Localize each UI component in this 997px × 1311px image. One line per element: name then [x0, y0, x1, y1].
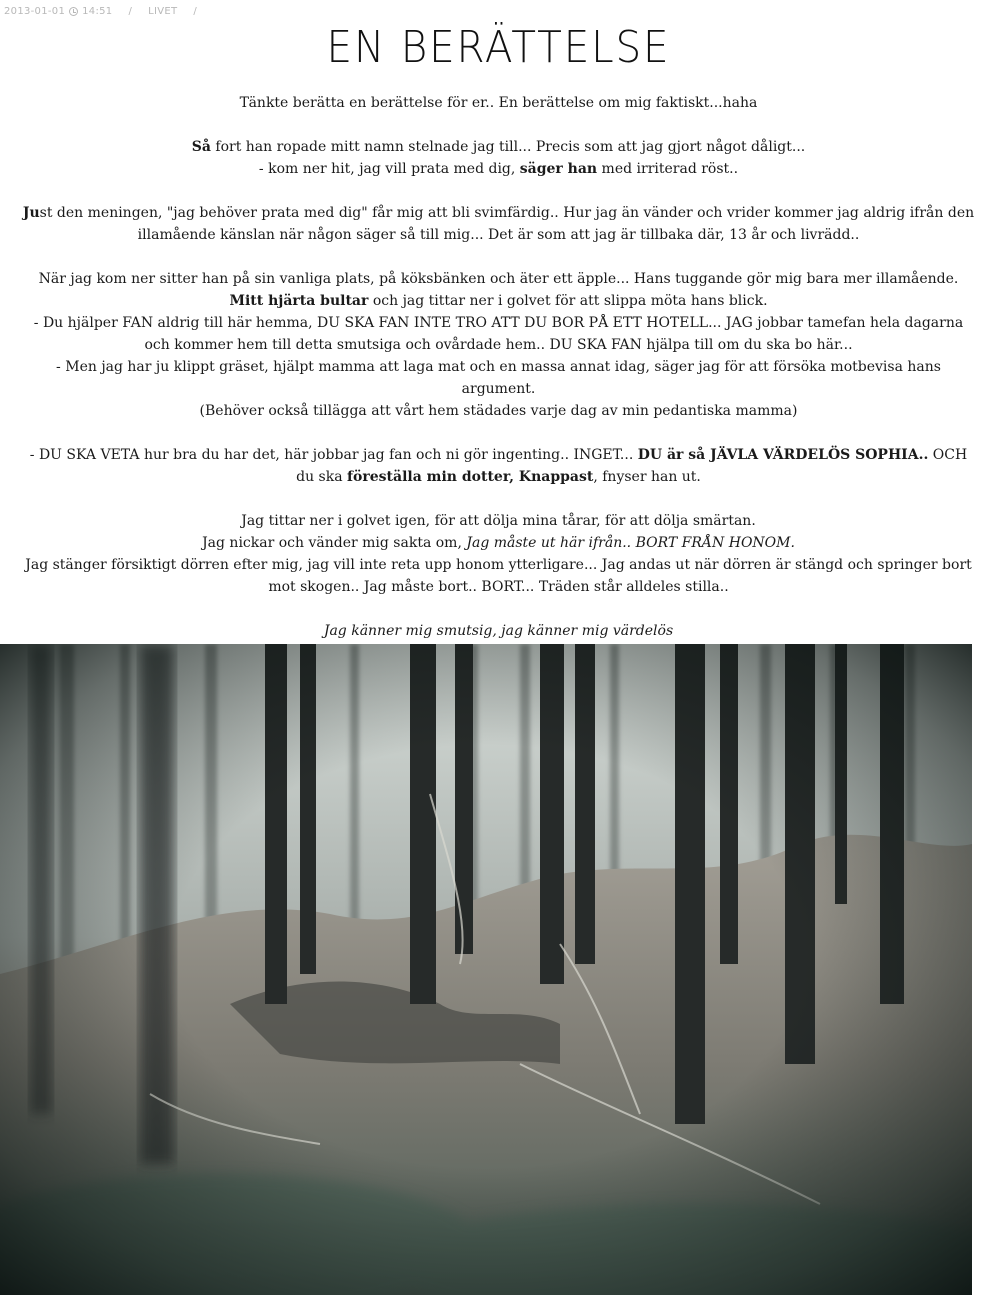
paragraph-3	[20, 268, 977, 422]
photo-vignette	[0, 644, 972, 1295]
paragraph-5-line-1: Jag tittar ner i golvet igen, för att dölja mina tårar, för att dölja smärtan.	[241, 513, 756, 529]
text: med irriterad röst..	[597, 161, 739, 177]
meta-separator: /	[128, 6, 133, 17]
paragraph-3-line-4: (Behöver också tillägga att vårt hem städades varje dag av min pedantiska mamma)	[199, 403, 798, 419]
paragraph-2	[20, 202, 977, 246]
post-meta	[4, 6, 209, 17]
paragraph-3-line-3: - Men jag har ju klippt gräset, hjälpt mamma att laga mat och en massa annat idag, säger jag för att försöka motbevisa hans argument.	[56, 359, 941, 397]
paragraph-1	[20, 136, 977, 180]
text: fort han ropade mitt namn stelnade jag till... Precis som att jag gjort något dåligt...	[210, 139, 806, 155]
italic-text: Jag måste ut här ifrån.. BORT FRÅN HONOM.	[466, 535, 795, 551]
paragraph-5	[20, 510, 977, 598]
bold-lead: Ju	[22, 205, 40, 221]
paragraph-5-line-2	[20, 532, 977, 554]
text: När jag kom ner sitter han på sin vanliga plats, på köksbänken och äter ett äpple... Hans tuggande gör mig bara mer illamående.	[38, 271, 959, 287]
bold-lead: Så	[191, 139, 211, 155]
text: , fnyser han ut.	[593, 469, 701, 485]
post-intro	[20, 92, 977, 114]
post-date: 2013-01-01	[4, 6, 66, 17]
paragraph-6-line-1: Jag känner mig smutsig, jag känner mig värdelös	[323, 623, 674, 639]
intro-text: Tänkte berätta en berättelse för er.. En berättelse om mig faktiskt...haha	[239, 95, 758, 111]
post-time: 14:51	[82, 6, 113, 17]
text: - DU SKA VETA hur bra du har det, här jobbar jag fan och ni gör ingenting.. INGET...	[29, 447, 638, 463]
text: - kom ner hit, jag vill prata med dig,	[258, 161, 520, 177]
paragraph-3-line-2: - Du hjälper FAN aldrig till här hemma, DU SKA FAN INTE TRO ATT DU BOR PÅ ETT HOTELL... JAG jobbar tamefan hela dagarna och kommer hem till detta smutsiga och ovårdade hem.. DU SKA FAN hjälpa till om du ska bo här...	[33, 315, 964, 353]
bold-text: föreställa min dotter, Knappast	[347, 469, 594, 485]
meta-separator-end: /	[193, 6, 198, 17]
text: Jag nickar och vänder mig sakta om,	[202, 535, 467, 551]
paragraph-3-line-1	[20, 268, 977, 312]
bold-text: Mitt hjärta bultar	[229, 293, 369, 309]
bold-text: DU är så JÄVLA VÄRDELÖS SOPHIA..	[637, 447, 929, 463]
post-body	[20, 92, 977, 664]
text: OCH du ska	[296, 447, 968, 485]
text: och jag tittar ner i golvet för att slippa möta hans blick.	[368, 293, 768, 309]
text: st den meningen, "jag behöver prata med dig" får mig att bli svimfärdig.. Hur jag än vänder och vrider kommer jag aldrig ifrån den illamående känslan när någon säger så till mig... Det är som att jag är tillbaka där, 13 år och livrädd..	[39, 205, 975, 243]
bold-text: säger han	[519, 161, 598, 177]
paragraph-4	[20, 444, 977, 488]
paragraph-1-line-1	[20, 136, 977, 158]
post-title[interactable]: EN BERÄTTELSE	[326, 22, 671, 73]
paragraph-1-line-2	[20, 158, 977, 180]
forest-photo-icon	[0, 644, 972, 1295]
category-link[interactable]: LIVET	[148, 6, 178, 17]
paragraph-5-line-3: Jag stänger försiktigt dörren efter mig, jag vill inte reta upp honom ytterligare... Jag andas ut när dörren är stängd och springer bort mot skogen.. Jag måste bort.. BORT... Träden står alldeles stilla..	[25, 557, 972, 595]
clock-icon	[69, 7, 78, 16]
forest-photo[interactable]	[0, 644, 972, 1295]
